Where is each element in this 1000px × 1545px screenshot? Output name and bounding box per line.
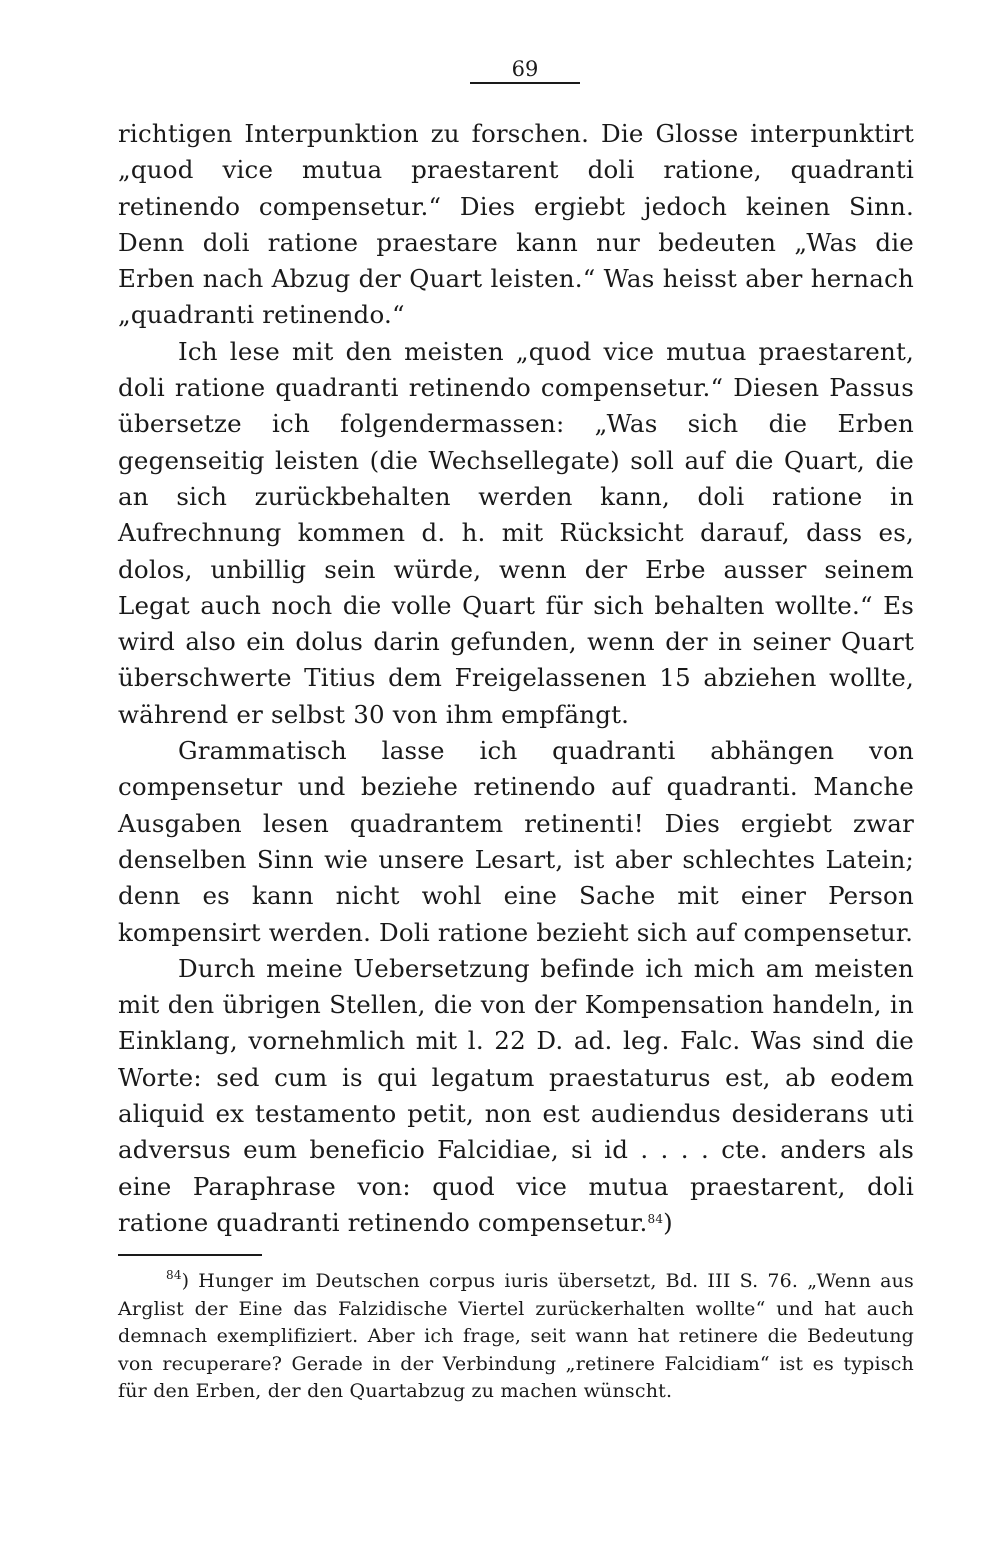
- paragraph-2: Ich lese mit den meisten „quod vice mutua praestarent, doli ratione quadranti retinendo compensetur.“ Diesen Passus übersetze ich folgendermassen: „Was sich die Erben gegenseitig leisten (die Wechsellegate) soll auf die Quart, die an sich zurückbehalten werden kann, doli ratione in Aufrechnung kommen d. h. mit Rücksicht darauf, dass es, dolos, unbillig sein würde, wenn der Erbe ausser seinem Legat auch noch die volle Quart für sich behalten wollte.“ Es wird also ein dolus darin gefunden, wenn der in seiner Quart überschwerte Titius dem Freigelassenen 15 abziehen wollte, während er selbst 30 von ihm empfängt.: [118, 336, 914, 729]
- footnote-text: ) Hunger im Deutschen corpus iuris übersetzt, Bd. III S. 76. „Wenn aus Arglist der Eine das Falzidische Viertel zurückerhalten wollte“ und hat auch demnach exemplifiziert. Aber ich frage, seit wann hat retinere die Bedeutung von recuperare? Gerade in der Verbindung „retinere Falcidiam“ ist es typisch für den Erben, der den Quartabzug zu machen wünscht.: [118, 1270, 914, 1402]
- paragraph-1: richtigen Interpunktion zu forschen. Die Glosse interpunktirt „quod vice mutua praestarent doli ratione, quadranti retinendo compensetur.“ Dies ergiebt jedoch keinen Sinn. Denn doli ratione praestare kann nur bedeuten „Was die Erben nach Abzug der Quart leisten.“ Was heisst aber hernach „quadranti retinendo.“: [118, 119, 914, 330]
- footnote-marker: 84: [166, 1268, 182, 1282]
- paragraph-4-text: Durch meine Uebersetzung befinde ich mich am meisten mit den übrigen Stellen, die von der Kompensation handeln, in Einklang, vornehmlich mit l. 22 D. ad. leg. Falc. Was sind die Worte: sed cum is qui legatum praestaturus est, ab eodem aliquid ex testamento petit, non est audiendus desiderans uti adversus eum beneficio Falcidiae, si id . . . . cte. anders als eine Paraphrase von: quod vice mutua praestarent, doli ratione quadranti retinendo compensetur.: [118, 953, 914, 1237]
- header-rule: [470, 82, 580, 84]
- paragraph-4: [118, 951, 914, 1241]
- page-number: 69: [511, 57, 539, 81]
- paragraph-4-closing: ): [663, 1207, 673, 1237]
- main-text: [118, 116, 914, 1241]
- paragraph-3: Grammatisch lasse ich quadranti abhängen von compensetur und beziehe retinendo auf quadranti. Manche Ausgaben lesen quadrantem retinenti! Dies ergiebt zwar denselben Sinn wie unsere Lesart, ist aber schlechtes Latein; denn es kann nicht wohl eine Sache mit einer Person kompensirt werden. Doli ratione bezieht sich auf compensetur.: [118, 736, 914, 947]
- footnote-reference: 84: [647, 1211, 664, 1226]
- footnote-separator: [118, 1254, 262, 1256]
- footnote-84: [118, 1268, 914, 1406]
